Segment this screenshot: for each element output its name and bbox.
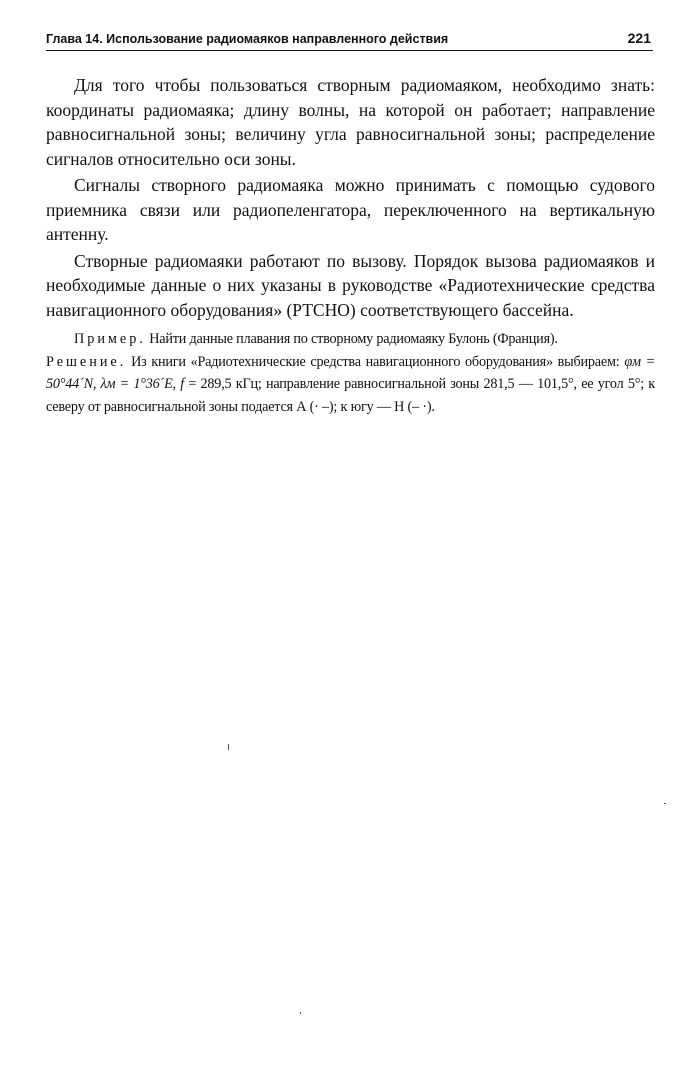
example-block bbox=[46, 328, 655, 418]
page-number: 221 bbox=[627, 30, 651, 46]
paragraph-3: Створные радиомаяки работают по вызову. Порядок вызова радиомаяков и необходимые данные о них указаны в руководстве «Радиотехнические средства навигационного оборудования» (РТСНО) соответствующего бассейна. bbox=[46, 250, 655, 320]
solution-formula: φм = 50°44´N, λм = 1°36´E, f bbox=[46, 353, 655, 392]
solution-intro: Из книги «Радиотехнические средства навигационного оборудования» выбираем: bbox=[131, 353, 620, 370]
running-head bbox=[46, 30, 653, 51]
scan-speck bbox=[664, 803, 666, 804]
solution-rest: = 289,5 кГц; направление равносигнальной зоны 281,5 — 101,5°, ее угол 5°; к северу от равносигнальной зоны подается А (· –); к югу — Н (– ·). bbox=[46, 376, 655, 415]
scan-speck bbox=[300, 1012, 301, 1014]
paragraph-1: Для того чтобы пользоваться створным радиомаяком, необходимо знать: координаты радиомаяка; длину волны, на которой он работает; направление равносигнальной зоны; величину угла равносигнальной зоны; распределение сигналов относительно оси зоны. bbox=[46, 75, 655, 169]
body-text bbox=[46, 73, 655, 418]
scan-speck bbox=[228, 744, 229, 750]
example-text: Найти данные плавания по створному радиомаяку Булонь (Франция). bbox=[149, 331, 558, 347]
paragraph-2: Сигналы створного радиомаяка можно принимать с помощью судового приемника связи или радиопеленгатора, переключенного на вертикальную антенну. bbox=[46, 175, 655, 244]
solution-label: Решение. bbox=[46, 353, 127, 370]
example-label: Пример. bbox=[74, 331, 146, 347]
chapter-title: Глава 14. Использование радиомаяков направленного действия bbox=[46, 32, 449, 46]
